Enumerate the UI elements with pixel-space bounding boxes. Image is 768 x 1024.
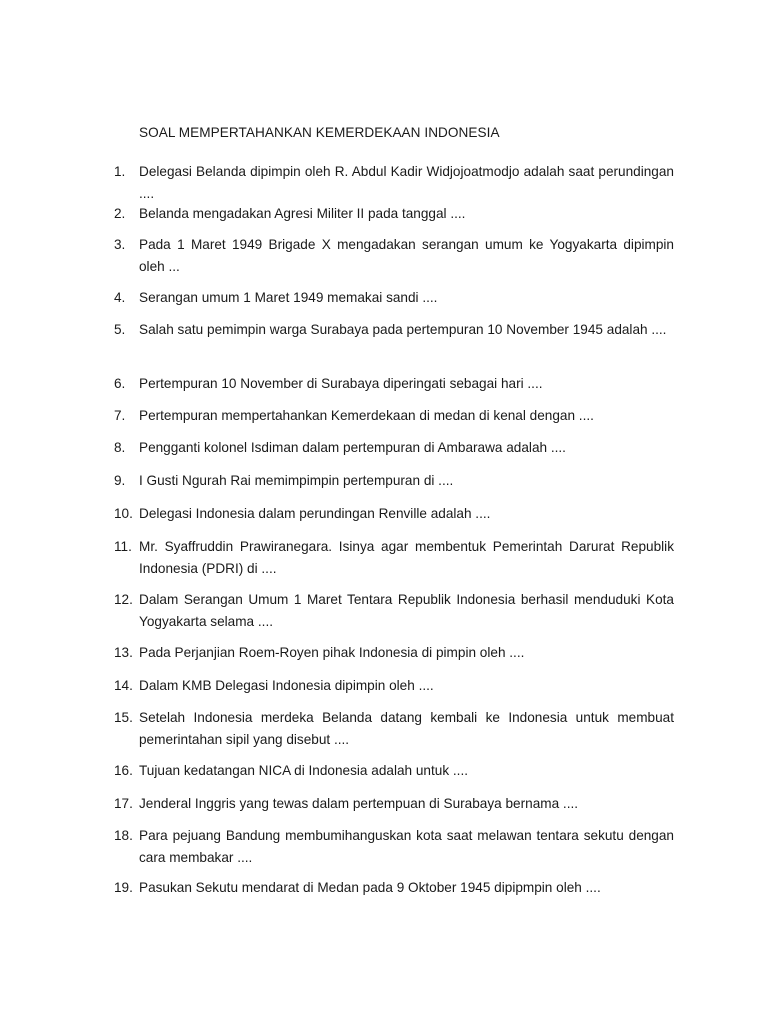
question-item [114, 589, 674, 632]
question-text: I Gusti Ngurah Rai memimpimpin pertempuran di .... [139, 473, 454, 488]
question-number: 15. [114, 710, 133, 725]
question-item [114, 437, 674, 459]
question-item [114, 234, 674, 277]
question-item [114, 707, 674, 750]
question-number: 6. [114, 376, 126, 391]
question-item [114, 319, 674, 341]
question-number: 16. [114, 763, 133, 778]
question-text: Delegasi Indonesia dalam perundingan Renville adalah .... [139, 506, 491, 521]
question-text: Jenderal Inggris yang tewas dalam pertempuan di Surabaya bernama .... [139, 796, 579, 811]
question-item [114, 793, 674, 815]
question-number: 1. [114, 164, 126, 179]
question-item [114, 877, 674, 899]
question-number: 2. [114, 206, 126, 221]
question-text: Pasukan Sekutu mendarat di Medan pada 9 Oktober 1945 dipipmpin oleh .... [139, 880, 601, 895]
question-number: 10. [114, 506, 133, 521]
question-text: Serangan umum 1 Maret 1949 memakai sandi .... [139, 290, 438, 305]
question-item [114, 405, 674, 427]
question-number: 9. [114, 473, 126, 488]
question-number: 5. [114, 322, 126, 337]
question-item [114, 161, 674, 204]
question-text: Dalam KMB Delegasi Indonesia dipimpin oleh .... [139, 678, 434, 693]
question-text: Setelah Indonesia merdeka Belanda datang kembali ke Indonesia untuk membuat pemerintahan sipil yang disebut .... [139, 710, 674, 747]
question-number: 4. [114, 290, 126, 305]
question-item [114, 503, 674, 525]
question-text: Pertempuran mempertahankan Kemerdekaan di medan di kenal dengan .... [139, 408, 594, 423]
question-text: Delegasi Belanda dipimpin oleh R. Abdul Kadir Widjojoatmodjo adalah saat perundingan .... [139, 164, 674, 201]
question-number: 8. [114, 440, 126, 455]
question-text: Tujuan kedatangan NICA di Indonesia adalah untuk .... [139, 763, 468, 778]
page-title: SOAL MEMPERTAHANKAN KEMERDEKAAN INDONESIA [139, 125, 500, 140]
question-number: 14. [114, 678, 133, 693]
question-text: Pada Perjanjian Roem-Royen pihak Indonesia di pimpin oleh .... [139, 645, 525, 660]
question-number: 17. [114, 796, 133, 811]
question-item [114, 760, 674, 782]
question-number: 7. [114, 408, 126, 423]
question-text: Pada 1 Maret 1949 Brigade X mengadakan serangan umum ke Yogyakarta dipimpin oleh ... [139, 237, 674, 274]
question-item [114, 825, 674, 868]
question-text: Dalam Serangan Umum 1 Maret Tentara Republik Indonesia berhasil menduduki Kota Yogyakarta selama .... [139, 592, 674, 629]
question-item [114, 373, 674, 395]
question-text: Salah satu pemimpin warga Surabaya pada pertempuran 10 November 1945 adalah .... [139, 322, 667, 337]
question-number: 19. [114, 880, 133, 895]
question-item [114, 470, 674, 492]
question-number: 13. [114, 645, 133, 660]
question-number: 12. [114, 592, 133, 607]
question-item [114, 642, 674, 664]
question-item [114, 536, 674, 579]
question-number: 11. [114, 539, 132, 554]
question-item [114, 287, 674, 309]
question-text: Mr. Syaffruddin Prawiranegara. Isinya agar membentuk Pemerintah Darurat Republik Indonesia (PDRI) di .... [139, 539, 674, 576]
question-item [114, 675, 674, 697]
question-text: Para pejuang Bandung membumihanguskan kota saat melawan tentara sekutu dengan cara membakar .... [139, 828, 674, 865]
question-text: Pertempuran 10 November di Surabaya diperingati sebagai hari .... [139, 376, 543, 391]
question-number: 18. [114, 828, 133, 843]
question-text: Pengganti kolonel Isdiman dalam pertempuran di Ambarawa adalah .... [139, 440, 566, 455]
question-item [114, 203, 674, 225]
question-number: 3. [114, 237, 126, 252]
question-text: Belanda mengadakan Agresi Militer II pada tanggal .... [139, 206, 466, 221]
